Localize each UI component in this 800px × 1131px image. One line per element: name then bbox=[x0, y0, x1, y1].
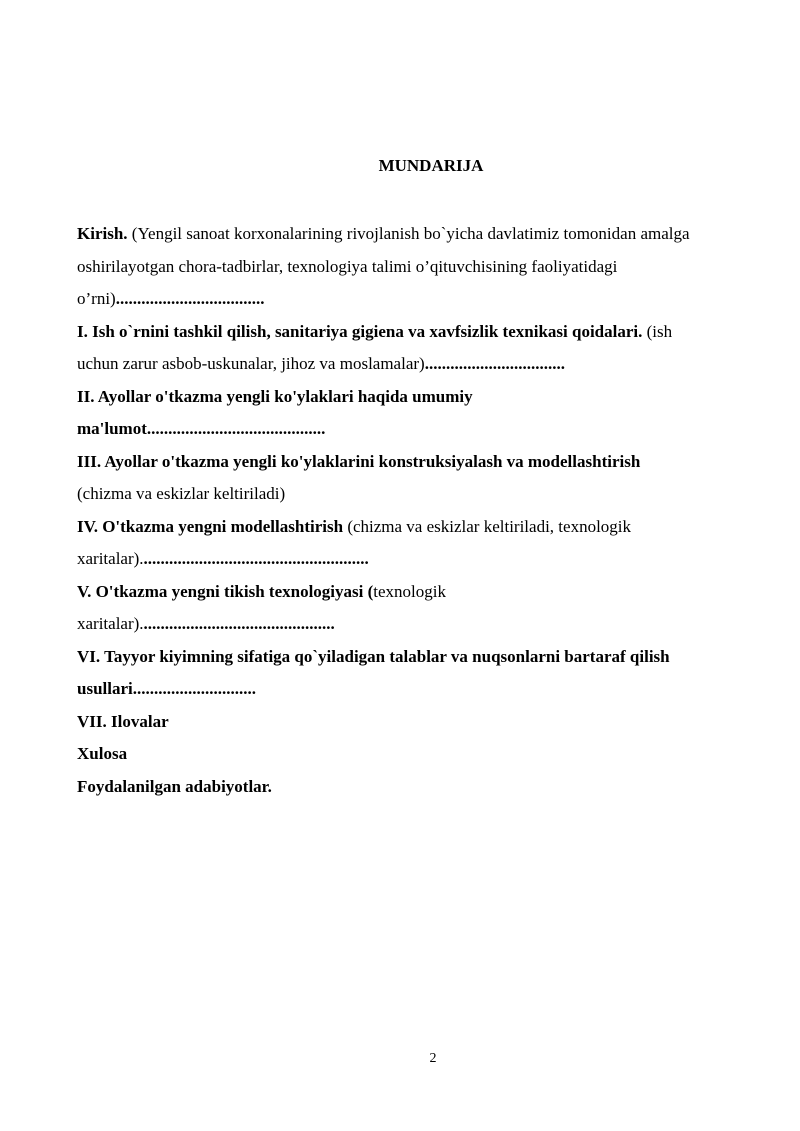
page-number: 2 bbox=[429, 1051, 437, 1066]
toc-section-5-text-end: xaritalar). bbox=[77, 614, 144, 633]
toc-section-1-line-1 bbox=[77, 316, 767, 349]
toc-section-4-text: (chizma va eskizlar keltiriladi, texnologik bbox=[343, 516, 632, 536]
toc-section-1-dots: ................................. bbox=[424, 354, 565, 373]
toc-section-4-line-1 bbox=[77, 511, 767, 544]
toc-section-2-dots: .......................................... bbox=[146, 419, 326, 438]
toc-kirish-text: (Yengil sanoat korxonalarining rivojlanish bo`yicha davlatimiz tomonidan amalga bbox=[127, 224, 690, 243]
toc-section-4-heading: IV. O'tkazma yengni modellashtirish bbox=[77, 516, 344, 536]
toc-section-1-heading: I. Ish o`rnini tashkil qilish, sanitariya gigiena va xavfsizlik texnikasi qoidalari. bbox=[77, 321, 643, 341]
toc-section-4-line-2 bbox=[77, 543, 767, 576]
toc-section-5-line-2 bbox=[77, 608, 767, 641]
toc-section-3-text: (chizma va eskizlar keltiriladi) bbox=[77, 484, 286, 503]
toc-kirish-line-3 bbox=[77, 283, 767, 316]
toc-section-5-dots: ............................................. bbox=[143, 614, 335, 633]
toc-section-1-text: (ish bbox=[642, 321, 673, 341]
toc-section-3-heading: III. Ayollar o'tkazma yengli ko'ylaklarini konstruksiyalash va modellashtirish bbox=[77, 451, 641, 471]
toc-section-2-heading: II. Ayollar o'tkazma yengli ko'ylaklari haqida umumiy bbox=[77, 386, 473, 406]
toc-section-6-line-2 bbox=[77, 673, 767, 706]
toc-kirish-line-2: oshirilayotgan chora-tadbirlar, texnologiya talimi o’qituvchisining faoliyatidagi bbox=[77, 256, 618, 276]
toc-xulosa-heading: Xulosa bbox=[77, 744, 128, 763]
toc-section-2-line-2 bbox=[77, 413, 767, 446]
toc-section-6-heading: VI. Tayyor kiyimning sifatiga qo`yiladigan talablar va nuqsonlarni bartaraf qilish bbox=[77, 646, 670, 666]
toc-section-5-text: texnologik bbox=[373, 581, 446, 601]
toc-kirish-heading: Kirish. bbox=[77, 224, 128, 243]
toc-section-1-text-end: uchun zarur asbob-uskunalar, jihoz va moslamalar) bbox=[77, 354, 425, 373]
toc-section-6-dots: ............................. bbox=[132, 679, 256, 698]
toc-section-6-heading-end: usullari bbox=[77, 679, 133, 698]
toc-kirish-text-end: o’rni) bbox=[77, 289, 116, 308]
toc-section-7-heading: VII. Ilovalar bbox=[77, 711, 169, 731]
toc-section-5-line-1 bbox=[77, 576, 767, 609]
toc-kirish-line-1 bbox=[77, 218, 767, 251]
toc-kirish-dots: ................................... bbox=[115, 289, 265, 308]
toc-adabiyotlar-heading: Foydalanilgan adabiyotlar. bbox=[77, 776, 272, 796]
toc-section-1-line-2 bbox=[77, 348, 767, 381]
toc-section-2-heading-end: ma'lumot bbox=[77, 419, 147, 438]
toc-section-4-text-end: xaritalar). bbox=[77, 549, 144, 568]
toc-section-4-dots: ..................................................... bbox=[143, 549, 369, 568]
toc-section-5-heading: V. O'tkazma yengni tikish texnologiyasi ( bbox=[77, 581, 374, 601]
page-title: MUNDARIJA bbox=[378, 156, 484, 175]
table-of-contents bbox=[77, 218, 767, 803]
